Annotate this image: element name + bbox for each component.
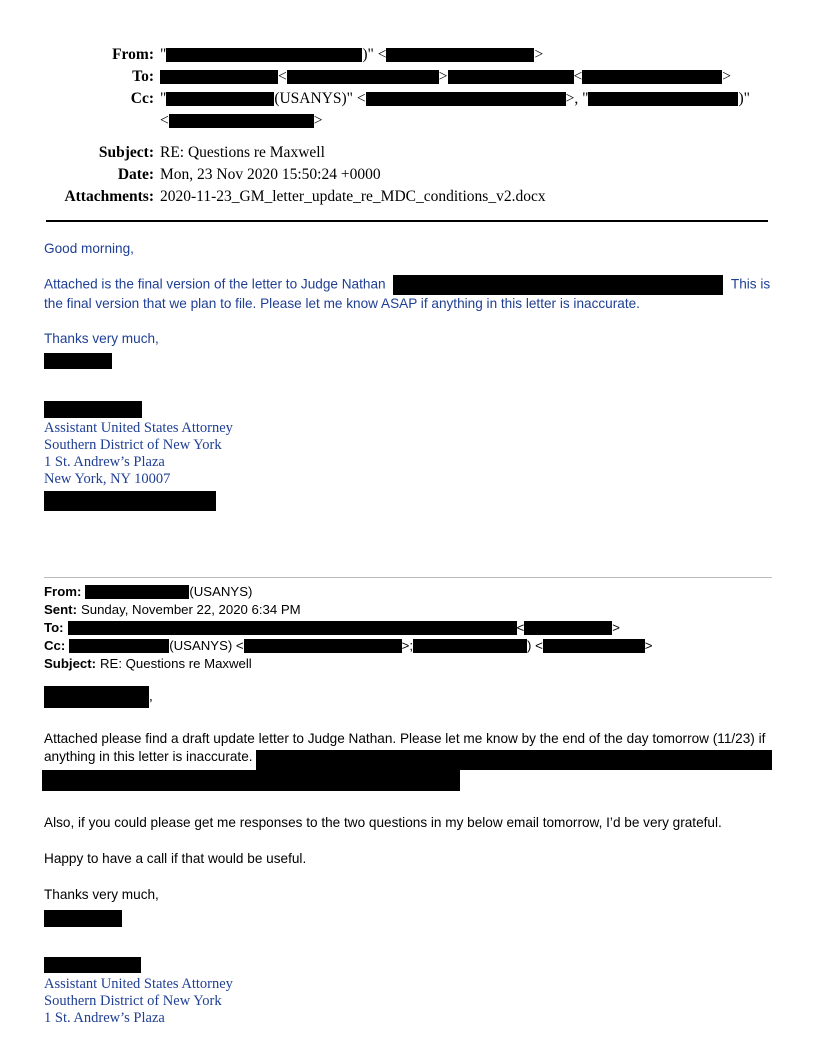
email-body: [44, 240, 772, 511]
to-text-2: >: [438, 68, 448, 85]
redaction-block: [393, 275, 723, 295]
quoted-signature-name-redacted-2: [44, 956, 774, 974]
redaction-block: [366, 92, 566, 106]
redaction-block: [386, 48, 534, 62]
quoted-label-cc: Cc:: [44, 638, 66, 653]
header-label-subject: Subject:: [98, 144, 154, 161]
redaction-block: [42, 770, 460, 791]
signature-contact-redacted: [44, 491, 772, 511]
redaction-block: [85, 585, 189, 599]
header-label-attachments: Attachments:: [64, 188, 154, 205]
header-label-to: To:: [132, 68, 154, 85]
quoted-cc-text-3: ) <: [527, 638, 543, 653]
quoted-paragraph-1: Attached please find a draft update letter to Judge Nathan. Please let me know by the end of the day tomorrow (11/23) if anything in this letter is inaccurate.: [44, 731, 766, 764]
quoted-signature-office: Southern District of New York: [44, 993, 222, 1009]
quoted-row-subject: [44, 655, 774, 673]
from-text-open-quote: ": [160, 46, 167, 63]
redaction-block: [524, 621, 612, 635]
quoted-salutation: [44, 686, 774, 708]
redaction-block: [69, 639, 169, 653]
quoted-cc-text-2: >;: [401, 638, 414, 653]
cc2-text-open: <: [160, 112, 169, 129]
attachment-filename[interactable]: 2020-11-23_GM_letter_update_re_MDC_conditions_v2.docx: [160, 188, 546, 205]
redaction-block: [448, 70, 574, 84]
quoted-cc-text-4: >: [644, 638, 653, 653]
quoted-paragraph-3: Happy to have a call if that would be useful.: [44, 851, 307, 866]
to-text-4: >: [722, 68, 731, 85]
header-row-cc: [0, 88, 816, 109]
header-value-date: [160, 164, 816, 185]
quoted-to-text-1: <: [516, 620, 525, 635]
quoted-row-cc: [44, 637, 774, 655]
header-row-date: [0, 164, 816, 185]
redaction-block: [44, 353, 112, 369]
date-text: Mon, 23 Nov 2020 15:50:24 +0000: [160, 166, 381, 183]
quoted-row-to: [44, 619, 774, 637]
quoted-label-from: From:: [44, 584, 82, 599]
header-row-to: [0, 66, 816, 87]
cc-text-end: )": [738, 90, 750, 107]
signature-office: Southern District of New York: [44, 437, 222, 453]
header-value-cc-continued: [160, 110, 816, 131]
redaction-block: [44, 957, 141, 973]
signature-name-redacted-2: [44, 400, 772, 418]
redaction-block: [160, 70, 278, 84]
signature-address-2: New York, NY 10007: [44, 471, 171, 487]
redaction-block: [244, 639, 402, 653]
redaction-block: [582, 70, 722, 84]
header-value-from: [160, 44, 816, 65]
quoted-signature-name-redacted: [44, 909, 774, 927]
from-text-bracket-close: >: [534, 46, 544, 63]
subject-text: RE: Questions re Maxwell: [160, 144, 325, 161]
redaction-block: [588, 92, 738, 106]
quoted-label-sent: Sent:: [44, 602, 77, 617]
body-greeting: Good morning,: [44, 241, 134, 256]
quoted-email-divider: [44, 577, 772, 578]
header-value-subject: [160, 142, 816, 163]
header-label-cc: Cc:: [130, 90, 154, 107]
quoted-row-sent: [44, 601, 774, 619]
header-label-date: Date:: [117, 166, 154, 183]
redaction-block: [413, 639, 527, 653]
redaction-block: [166, 48, 362, 62]
body-closing: Thanks very much,: [44, 331, 159, 346]
body-paragraph-1: [44, 275, 772, 313]
header-row-cc-continued: [0, 110, 816, 131]
redaction-block: [169, 114, 314, 128]
cc-text-sep: >, ": [565, 90, 589, 107]
quoted-sent-text: Sunday, November 22, 2020 6:34 PM: [80, 602, 301, 617]
quoted-salutation-suffix: ,: [149, 688, 153, 704]
body-paragraph-1-after: This is the final version that we plan to file. Please let me know ASAP if anything in this letter is inaccurate.: [44, 276, 771, 311]
redaction-block: [543, 639, 645, 653]
cc-text-usanys: (USANYS)" <: [274, 90, 366, 107]
redaction-block: [166, 92, 274, 106]
quoted-signature-title: Assistant United States Attorney: [44, 976, 233, 992]
quoted-subject-text: RE: Questions re Maxwell: [100, 656, 252, 671]
quoted-closing: Thanks very much,: [44, 887, 159, 902]
to-text-1: <: [278, 68, 287, 85]
redaction-block: [44, 491, 216, 511]
quoted-row-from: [44, 583, 774, 601]
header-row-subject: [0, 142, 816, 163]
quoted-paragraph-1-redactions: [44, 770, 774, 796]
cc2-text-close: >: [313, 112, 323, 129]
header-row-attachments: [0, 186, 816, 207]
email-header: [0, 44, 816, 208]
signature-title: Assistant United States Attorney: [44, 420, 233, 436]
quoted-label-to: To:: [44, 620, 64, 635]
redaction-block: [68, 621, 517, 635]
to-text-3: <: [573, 68, 583, 85]
quoted-to-text-2: >: [612, 620, 620, 635]
redaction-block: [287, 70, 439, 84]
quoted-email-header: [44, 583, 774, 673]
cc-text-open-quote: ": [160, 90, 167, 107]
header-label-from: From:: [112, 46, 154, 63]
quoted-email-body: [44, 686, 774, 1027]
redaction-block: [44, 686, 149, 708]
quoted-from-text: (USANYS): [189, 584, 253, 599]
header-value-cc: [160, 88, 816, 109]
header-value-to: [160, 66, 816, 87]
redaction-block: [44, 910, 122, 927]
redaction-block: [44, 401, 142, 418]
quoted-cc-text-1: (USANYS) <: [169, 638, 244, 653]
header-row-from: [0, 44, 816, 65]
quoted-signature-address-1: 1 St. Andrew’s Plaza: [44, 1010, 165, 1026]
body-paragraph-1-before: Attached is the final version of the letter to Judge Nathan: [44, 276, 386, 292]
quoted-label-subject: Subject:: [44, 656, 97, 671]
body-signature-name-redacted: [44, 352, 772, 370]
header-divider-rule: [46, 220, 768, 222]
quoted-paragraph-2: Also, if you could please get me responses to the two questions in my below email tomorrow, I’d be very grateful.: [44, 815, 722, 830]
header-value-attachments: [160, 186, 816, 207]
signature-address-1: 1 St. Andrew’s Plaza: [44, 454, 165, 470]
from-text-close-paren: )" <: [362, 46, 387, 63]
redaction-block: [256, 750, 772, 770]
